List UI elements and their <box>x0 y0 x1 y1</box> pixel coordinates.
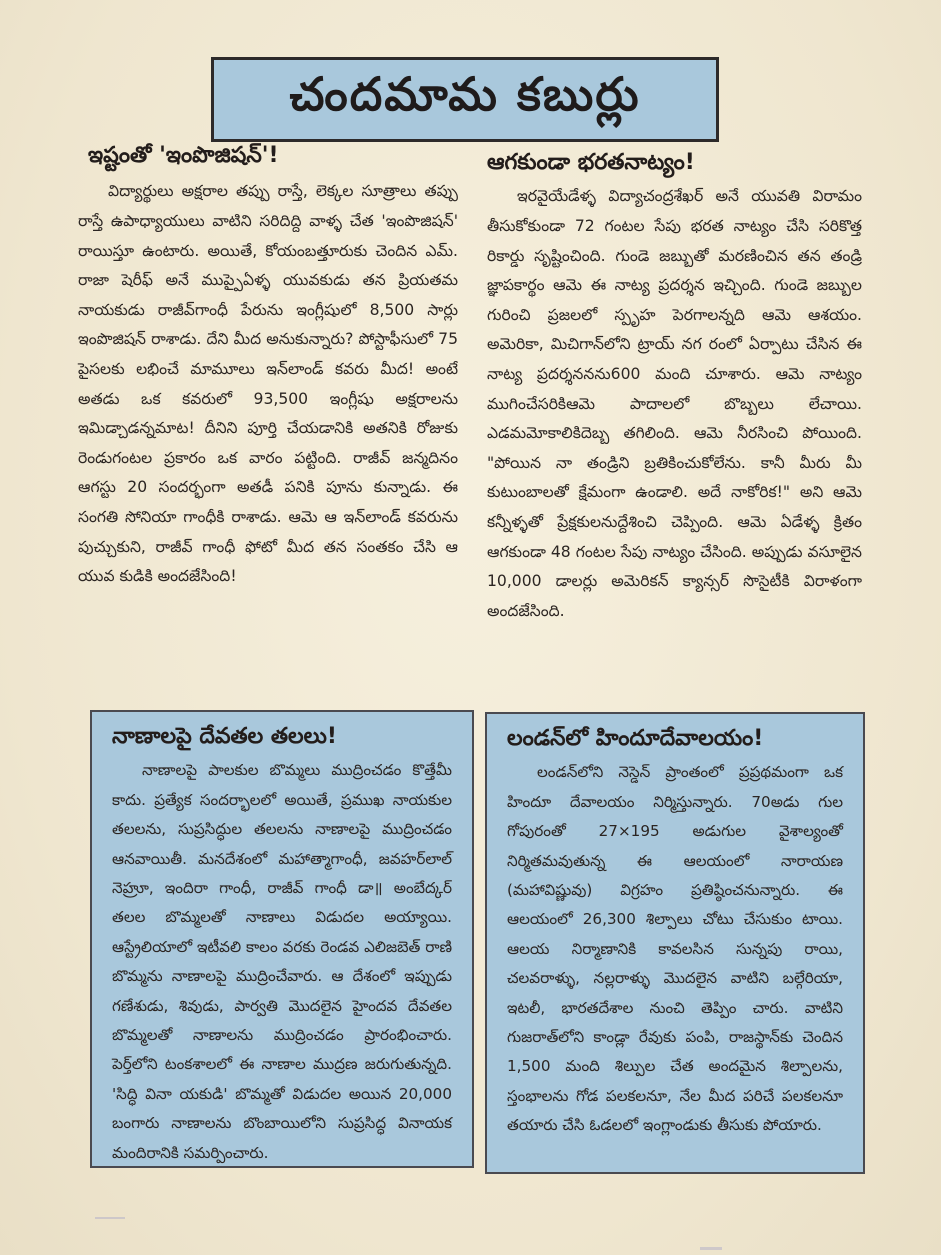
article-body: విద్యార్థులు అక్షరాల తప్పు రాస్తే, లెక్కల సూత్రాలు తప్పు రాస్తే ఉపాధ్యాయులు వాటిని సరిదిద్ది వాళ్ళ చేత 'ఇంపొజిషన్' రాయిస్తూ ఉంటారు. అయితే, కోయంబత్తూరుకు చెందిన ఎమ్. రాజా షెరీఫ్ అనే ముప్పైఏళ్ళ యువకుడు తన ప్రియతమ నాయకుడు రాజీవ్‌గాంధీ పేరును ఇంగ్లీషులో 8,500 సార్లు ఇంపొజిషన్ రాశాడు. దేని మీద అనుకున్నారు? పోస్టాఫీసులో 75 పైసలకు లభించే మామూలు ఇన్‌లాండ్ కవరు మీద! అంటే అతడు ఒక కవరులో 93,500 ఇంగ్లీషు అక్షరాలను ఇమిడ్చాడన్నమాట! దీనిని పూర్తి చేయడానికి అతనికి రోజుకు రెండుగంటల ప్రకారం ఒక వారం పట్టింది. రాజీవ్ జన్మదినం ఆగస్టు 20 సందర్భంగా అతడీ పనికి పూను కున్నాడు. ఈ సంగతి సోనియా గాంధీకి రాశాడు. ఆమె ఆ ఇన్‌లాండ్ కవరును పుచ్చుకుని, రాజీవ్ గాంధీ ఫోటో మీద తన సంతకం చేసి ఆ యువ కుడికి అందజేసింది! <box>78 182 458 586</box>
masthead-title: చందమామ కబుర్లు <box>289 66 641 121</box>
article-heading: ఇష్టంతో 'ఇంపొజిషన్'! <box>88 143 279 168</box>
paper-mark <box>700 1247 722 1250</box>
article-body: ఇరవైయేడేళ్ళ విద్యాచంద్రశేఖర్ అనే యువతి విరామం తీసుకోకుండా 72 గంటల సేపు భరత నాట్యం చేసి సరికొత్త రికార్డు సృష్టించింది. గుండె జబ్బుతో మరణించిన తన తండ్రి జ్ఞాపకార్థం ఆమె ఈ నాట్య ప్రదర్శన ఇచ్చింది. గుండె జబ్బుల గురించి ప్రజలలో స్పృహ పెరగాలన్నది ఆమె ఆశయం. అమెరికా, మిచిగాన్‌లోని ట్రాయ్ నగ రంలో ఏర్పాటు చేసిన ఈ నాట్య ప్రదర్శననను600 మంది చూశారు. ఆమె నాట్యం ముగించేసరికిఆమె పాదాలలో బొబ్బలు లేచాయి. ఎడమమోకాలికిదెబ్బ తగిలింది. ఆమె నీరసించి పోయింది. "పోయిన నా తండ్రిని బ్రతికించుకోలేను. కానీ మీరు మీ కుటుంబాలతో క్షేమంగా ఉండాలి. అదే నాకోరిక!" అని ఆమె కన్నీళ్ళతో ప్రేక్షకులనుద్దేశించి చెప్పింది. ఆమె ఏడేళ్ళ క్రితం ఆగకుండా 48 గంటల సేపు నాట్యం చేసింది. అప్పుడు వసూలైన 10,000 డాలర్లు అమెరికన్ క్యాన్సర్ సొసైటీకి విరాళంగా అందజేసింది. <box>487 187 862 620</box>
article-london-temple-box <box>485 712 865 1174</box>
article-imposition <box>78 143 458 592</box>
article-heading: లండన్‌లో హిందూదేవాలయం! <box>507 726 764 751</box>
article-body: నాణాలపై పాలకుల బొమ్మలు ముద్రించడం కొత్తేమీ కాదు. ప్రత్యేక సందర్భాలలో అయితే, ప్రముఖ నాయకుల తలలను, సుప్రసిద్ధుల తలలను నాణాలపై ముద్రించడం ఆనవాయితీ. మనదేశంలో మహాత్మాగాంధీ, జవహర్‌లాల్ నెహ్రూ, ఇందిరా గాంధీ, రాజీవ్ గాంధీ డా॥ అంబేద్కర్ తలల బొమ్మలతో నాణాలు విడుదల అయ్యాయి. ఆస్ట్రేలియాలో ఇటీవలి కాలం వరకు రెండవ ఎలిజబెత్ రాణి బొమ్మను నాణాలపై ముద్రించేవారు. ఆ దేశంలో ఇప్పుడు గణేశుడు, శివుడు, పార్వతి మొదలైన హైందవ దేవతల బొమ్మలతో నాణాలను ముద్రించడం ప్రారంభించారు. పెర్త్‌లోని టంకశాలలో ఈ నాణాల ముద్రణ జరుగుతున్నది. 'సిద్ధి వినా యకుడి' బొమ్మతో విడుదల అయిన 20,000 బంగారు నాణాలను బొంబాయిలోని సుప్రసిద్ధ వినాయక మందిరానికి సమర్పించారు. <box>112 761 452 1162</box>
article-coins-box <box>90 710 474 1168</box>
article-heading: ఆగకుండా భరతనాట్యం! <box>487 150 695 175</box>
article-heading: నాణాలపై దేవతల తలలు! <box>112 724 337 749</box>
paper-mark <box>95 1217 125 1219</box>
masthead-banner <box>211 57 719 142</box>
article-bharatanatyam <box>487 150 862 626</box>
article-body: లండన్‌లోని నెస్డెన్ ప్రాంతంలో ప్రప్రథమంగా ఒక హిందూ దేవాలయం నిర్మిస్తున్నారు. 70అడు గుల గోపురంతో 27×195 అడుగుల వైశాల్యంతో నిర్మితమవుతున్న ఈ ఆలయంలో నారాయణ (మహావిష్ణువు) విగ్రహం ప్రతిష్ఠించనున్నారు. ఈ ఆలయంలో 26,300 శిల్పాలు చోటు చేసుకుం టాయి. ఆలయ నిర్మాణానికి కావలసిన సున్నపు రాయి, చలవరాళ్ళు, నల్లరాళ్ళు మొదలైన వాటిని బల్గేరియా, ఇటలీ, భారతదేశాల నుంచి తెప్పిం చారు. వాటిని గుజరాత్‌లోని కాండ్లా రేవుకు పంపి, రాజస్థాన్‌కు చెందిన 1,500 మంది శిల్పుల చేత అందమైన శిల్పాలను, స్తంభాలను గోడ పలకలనూ, నేల మీద పరిచే పలకలనూ తయారు చేసి ఓడలలో ఇంగ్లాండుకు తీసుకు పోయారు. <box>507 763 843 1135</box>
